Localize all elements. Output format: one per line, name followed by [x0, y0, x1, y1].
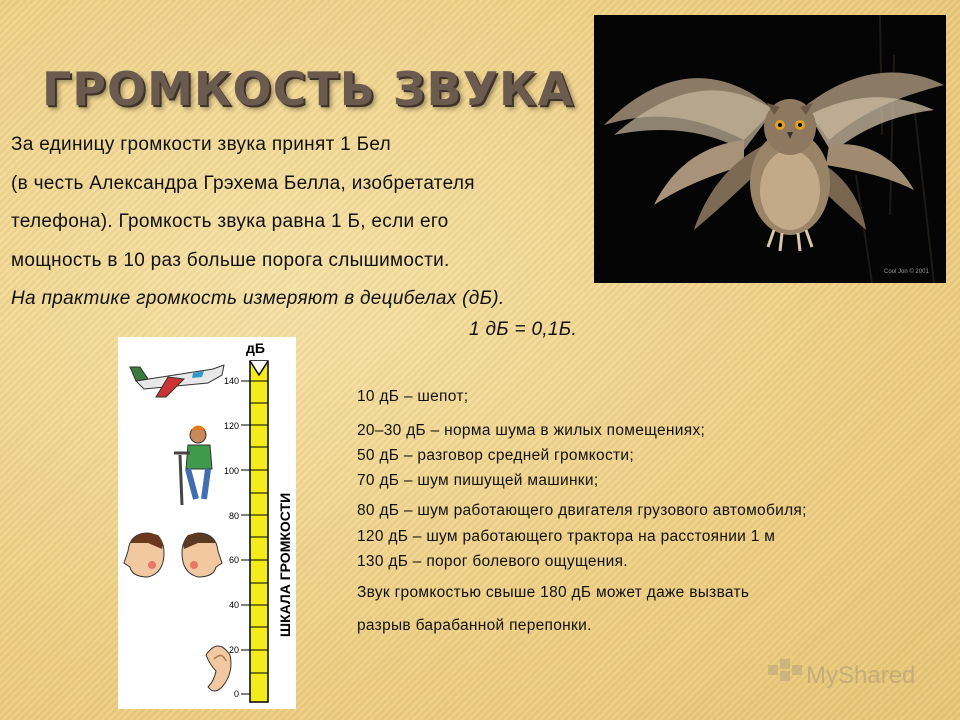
scale-tick: 20	[228, 645, 239, 655]
myshared-logo-icon	[768, 659, 802, 681]
fact-item: 20–30 дБ – норма шума в жилых помещениях;	[357, 422, 706, 439]
photo-credit: Cool Jon © 2001	[884, 269, 929, 275]
scale-tick: 0	[233, 689, 239, 699]
watermark-brand: MyShared	[806, 662, 916, 689]
scale-tick: 40	[228, 600, 239, 610]
fact-item: 80 дБ – шум работающего двигателя грузового автомобиля;	[357, 502, 807, 519]
fact-item: Звук громкостью свыше 180 дБ может даже вызвать	[357, 584, 750, 601]
conversion-formula: 1 дБ = 0,1Б.	[469, 318, 578, 340]
fact-item: 70 дБ – шум пишущей машинки;	[357, 472, 599, 489]
fact-item: разрыв барабанной перепонки.	[357, 617, 592, 634]
fact-item: 10 дБ – шепот;	[357, 388, 469, 405]
scale-tick: 80	[228, 511, 239, 521]
fact-item: 50 дБ – разговор средней громкости;	[357, 447, 634, 464]
intro-line-4: мощность в 10 раз больше порога слышимости.	[11, 249, 450, 271]
intro-line-3: телефона). Громкость звука равна 1 Б, если его	[11, 211, 449, 232]
decibel-note: На практике громкость измеряют в децибелах (дБ).	[11, 288, 505, 309]
loudness-scale-illustration	[118, 337, 296, 709]
intro-text	[11, 126, 621, 349]
owl-photo	[594, 15, 946, 283]
myshared-watermark	[766, 655, 936, 695]
scale-tick: 60	[228, 555, 239, 565]
intro-line-2: (в честь Александра Грэхема Белла, изобретателя	[11, 172, 475, 194]
slide-title: ГРОМКОСТЬ ЗВУКА	[42, 62, 575, 116]
fact-item: 120 дБ – шум работающего трактора на расстоянии 1 м	[357, 528, 776, 545]
fact-item: 130 дБ – порог болевого ощущения.	[357, 553, 628, 570]
scale-tick: 120	[223, 421, 239, 431]
scale-tick: 140	[223, 376, 239, 386]
intro-line-1: За единицу громкости звука принят 1 Бел	[11, 134, 391, 155]
scale-label: ШКАЛА ГРОМКОСТИ	[277, 492, 293, 637]
scale-tick: 100	[223, 466, 239, 476]
scale-unit: дБ	[246, 340, 265, 356]
